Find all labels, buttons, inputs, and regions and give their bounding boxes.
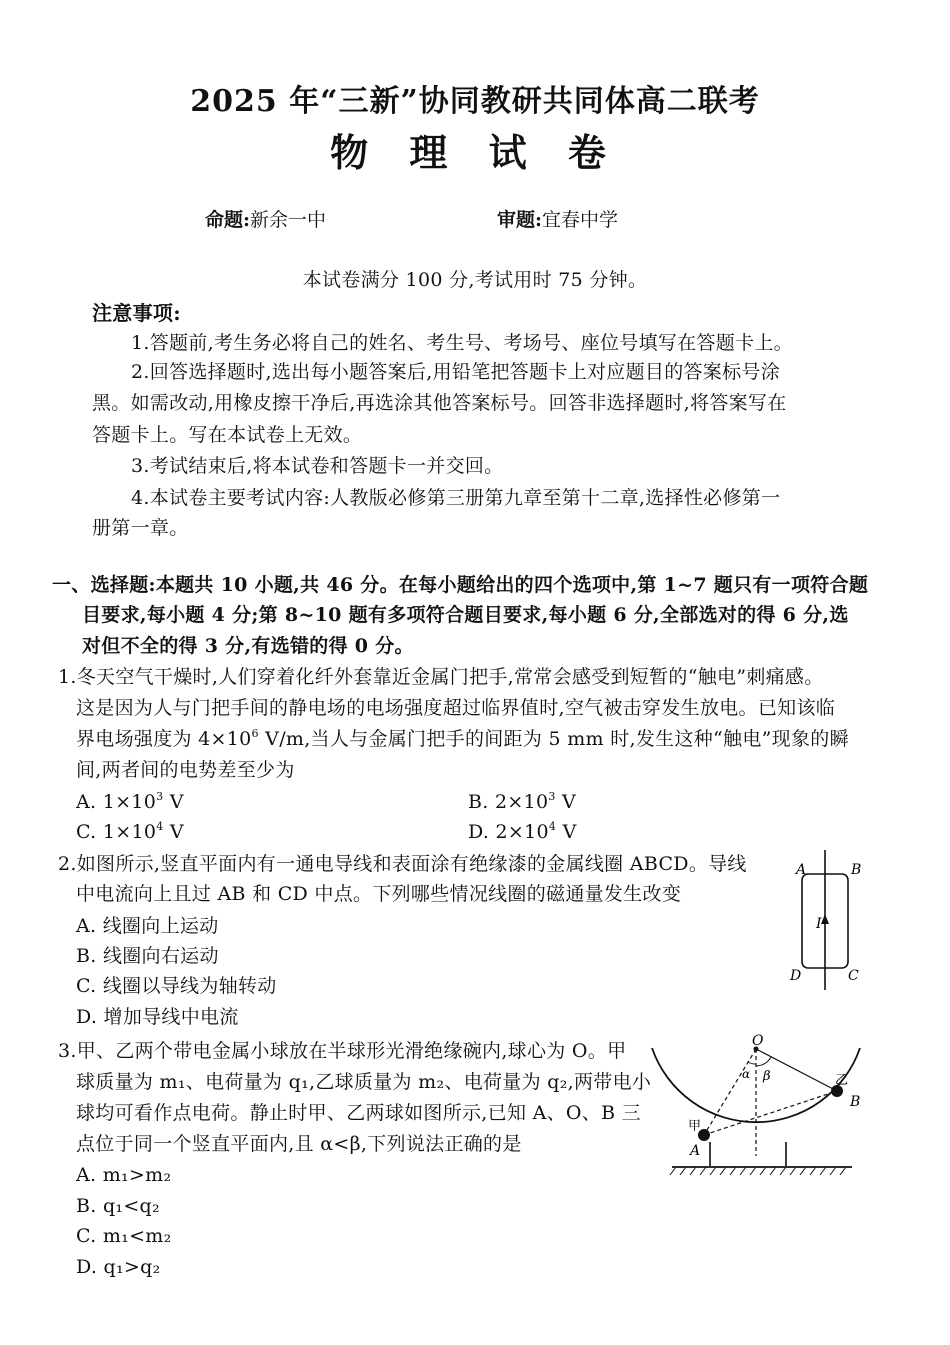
- q2-figure: [780, 842, 860, 990]
- exam-title: 2025 年“三新”协同教研共同体高二联考: [190, 84, 760, 119]
- angle-beta-arc: [756, 1057, 771, 1066]
- coil-label-b: B: [851, 862, 862, 878]
- q1-option-a-exp: 3: [156, 790, 164, 803]
- q3-option-a[interactable]: A. m₁>m₂: [76, 1164, 172, 1186]
- q2-option-c[interactable]: C. 线圈以导线为轴转动: [76, 975, 277, 997]
- q1-line3-a: 界电场强度为 4×10: [76, 728, 252, 750]
- q1-option-d[interactable]: [468, 818, 577, 846]
- q2-line1: 2.如图所示,竖直平面内有一通电导线和表面涂有绝缘漆的金属线圈 ABCD。导线: [58, 853, 747, 875]
- q3-figure: [640, 1030, 880, 1186]
- q3-option-d[interactable]: D. q₁>q₂: [76, 1256, 161, 1278]
- current-label-i: I: [816, 916, 822, 932]
- q3-line3: 球均可看作点电荷。静止时甲、乙两球如图所示,已知 A、O、B 三: [76, 1102, 641, 1124]
- label-yi: 乙: [835, 1073, 849, 1088]
- q1-option-d-text: D. 2×10: [468, 821, 549, 843]
- section1-line3: 对但不全的得 3 分,有选错的得 0 分。: [82, 635, 414, 657]
- q1-option-c-exp: 4: [156, 820, 164, 833]
- coil-label-c: C: [848, 968, 859, 984]
- q1-line3-b: V/m,当人与金属门把手的间距为 5 mm 时,发生这种“触电”现象的瞬: [258, 728, 849, 750]
- current-arrow-icon: [821, 914, 829, 924]
- label-o: O: [752, 1033, 764, 1049]
- exam-info: 本试卷满分 100 分,考试用时 75 分钟。: [302, 269, 648, 291]
- q1-option-b-unit: V: [555, 791, 577, 813]
- label-beta: β: [763, 1069, 771, 1084]
- coil-label-d: D: [790, 968, 802, 984]
- reviewer-value: 宜春中学: [542, 209, 619, 231]
- q1-option-b-text: B. 2×10: [468, 791, 549, 813]
- q1-option-b-exp: 3: [548, 790, 556, 803]
- q1-option-b[interactable]: [468, 788, 576, 816]
- author-line: [205, 205, 326, 232]
- reviewer-line: [497, 205, 618, 232]
- q1-line3-exp: 6: [251, 727, 259, 740]
- section1-line1: 一、选择题:本题共 10 小题,共 46 分。在每小题给出的四个选项中,第 1~7 题只有一项符合题: [52, 574, 869, 596]
- label-jia: 甲: [688, 1119, 702, 1134]
- q1-line4: 间,两者间的电势差至少为: [76, 759, 295, 781]
- note-3: 3.考试结束后,将本试卷和答题卡一并交回。: [131, 455, 504, 477]
- label-a: A: [690, 1143, 701, 1159]
- note-2-line2: 黑。如需改动,用橡皮擦干净后,再选涂其他答案标号。回答非选择题时,将答案写在: [92, 392, 787, 414]
- line-a-to-b: [704, 1091, 837, 1135]
- q1-option-c-text: C. 1×10: [76, 821, 157, 843]
- q2-option-d[interactable]: D. 增加导线中电流: [76, 1006, 239, 1028]
- note-2-line1: 2.回答选择题时,选出每小题答案后,用铅笔把答题卡上对应题目的答案标号涂: [131, 361, 781, 383]
- q1-option-c[interactable]: [76, 818, 184, 846]
- note-2-line3: 答题卡上。写在本试卷上无效。: [92, 424, 363, 446]
- note-1: 1.答题前,考生务必将自己的姓名、考生号、考场号、座位号填写在答题卡上。: [131, 332, 793, 354]
- note-4-line2: 册第一章。: [92, 517, 189, 539]
- label-alpha: α: [742, 1067, 751, 1081]
- ground-hatching: [670, 1167, 846, 1175]
- author-label: 命题:: [205, 209, 251, 231]
- label-b: B: [850, 1094, 861, 1110]
- q1-option-a-text: A. 1×10: [76, 791, 157, 813]
- q1-line2: 这是因为人与门把手间的静电场的电场强度超过临界值时,空气被击穿发生放电。已知该临: [76, 697, 836, 719]
- q3-option-c[interactable]: C. m₁<m₂: [76, 1225, 172, 1247]
- section1-line2: 目要求,每小题 4 分;第 8~10 题有多项符合题目要求,每小题 6 分,全部选对的得 6 分,选: [82, 604, 849, 626]
- author-value: 新余一中: [250, 209, 327, 231]
- q2-line2: 中电流向上且过 AB 和 CD 中点。下列哪些情况线圈的磁通量发生改变: [76, 883, 682, 905]
- q2-option-b[interactable]: B. 线圈向右运动: [76, 945, 219, 967]
- q1-option-a-unit: V: [163, 791, 184, 813]
- q3-line2: 球质量为 m₁、电荷量为 q₁,乙球质量为 m₂、电荷量为 q₂,两带电小: [76, 1071, 652, 1093]
- q3-line4: 点位于同一个竖直平面内,且 α<β,下列说法正确的是: [76, 1133, 522, 1155]
- exam-subject: 物 理 试 卷: [330, 130, 620, 175]
- q3-option-b[interactable]: B. q₁<q₂: [76, 1195, 160, 1217]
- angle-alpha-arc: [748, 1062, 756, 1064]
- note-4-line1: 4.本试卷主要考试内容:人教版必修第三册第九章至第十二章,选择性必修第一: [131, 487, 781, 509]
- q1-option-d-exp: 4: [548, 820, 557, 833]
- reviewer-label: 审题:: [497, 209, 543, 231]
- q1-line3: [76, 725, 849, 753]
- q1-option-c-unit: V: [163, 821, 184, 843]
- q1-line1: 1.冬天空气干燥时,人们穿着化纤外套靠近金属门把手,常常会感受到短暂的“触电”刺痛感。: [58, 666, 824, 688]
- q1-option-a[interactable]: [76, 788, 184, 816]
- q1-option-d-unit: V: [556, 821, 577, 843]
- notes-heading: 注意事项:: [92, 301, 181, 325]
- q3-line1: 3.甲、乙两个带电金属小球放在半球形光滑绝缘碗内,球心为 O。甲: [58, 1040, 627, 1062]
- coil-label-a: A: [796, 862, 807, 878]
- q2-option-a[interactable]: A. 线圈向上运动: [76, 915, 219, 937]
